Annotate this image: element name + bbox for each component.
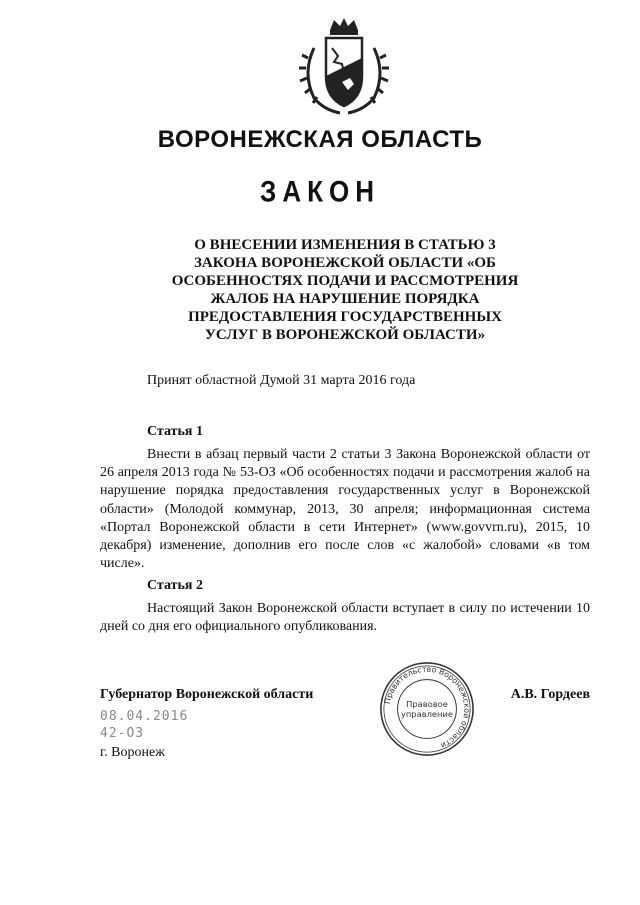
law-title-line: ОСОБЕННОСТЯХ ПОДАЧИ И РАССМОТРЕНИЯ (171, 273, 519, 289)
signer-name: А.В. Гордеев (510, 687, 590, 702)
article-1-text: Внести в абзац первый части 2 статьи 3 Закона Воронежской области от 26 апреля 2013 года № 53-ОЗ «Об особенностях подачи и рассмотрения жалоб на нарушение порядка предоставления государственных услуг в Воронежской области» (Молодой коммунар, 2013, 30 апреля; информационная система «Портал Воронежской области в сети Интернет» (www.govvrn.ru), 2015, 10 декабря) изменение, дополнив его после слов «с жалобой» словами «в том числе». (100, 447, 590, 572)
city-name: г. Воронеж (100, 745, 165, 760)
article-2-text: Настоящий Закон Воронежской области вступает в силу по истечении 10 дней со дня его официального опубликования. (100, 601, 590, 635)
governor-title: Губернатор Воронежской области (100, 687, 314, 702)
svg-text:Правительство Воронежской обла: Правительство Воронежской области (383, 664, 472, 751)
registration-number: 42-ОЗ (100, 726, 145, 741)
law-title-line: ЗАКОНА ВОРОНЕЖСКОЙ ОБЛАСТИ «ОБ (194, 255, 496, 271)
law-title-line: ПРЕДОСТАВЛЕНИЯ ГОСУДАРСТВЕННЫХ (188, 309, 502, 325)
law-title (170, 236, 520, 344)
registration-date: 08.04.2016 (100, 709, 189, 724)
adoption-note: Принят областной Думой 31 марта 2016 года (147, 373, 416, 388)
law-title-line: О ВНЕСЕНИИ ИЗМЕНЕНИЯ В СТАТЬЮ 3 (194, 237, 496, 253)
law-title-line: УСЛУГ В ВОРОНЕЖСКОЙ ОБЛАСТИ» (204, 327, 486, 343)
coat-of-arms-emblem (296, 18, 392, 118)
document-type: ЗАКОН (260, 173, 380, 209)
svg-text:управление: управление (400, 708, 454, 719)
article-1-heading: Статья 1 (147, 424, 203, 439)
article-2-heading: Статья 2 (147, 578, 203, 593)
official-seal-stamp (378, 660, 476, 758)
law-title-line: ЖАЛОБ НА НАРУШЕНИЕ ПОРЯДКА (210, 291, 480, 307)
svg-text:Правовое: Правовое (406, 699, 448, 710)
region-name: ВОРОНЕЖСКАЯ ОБЛАСТЬ (157, 126, 483, 153)
